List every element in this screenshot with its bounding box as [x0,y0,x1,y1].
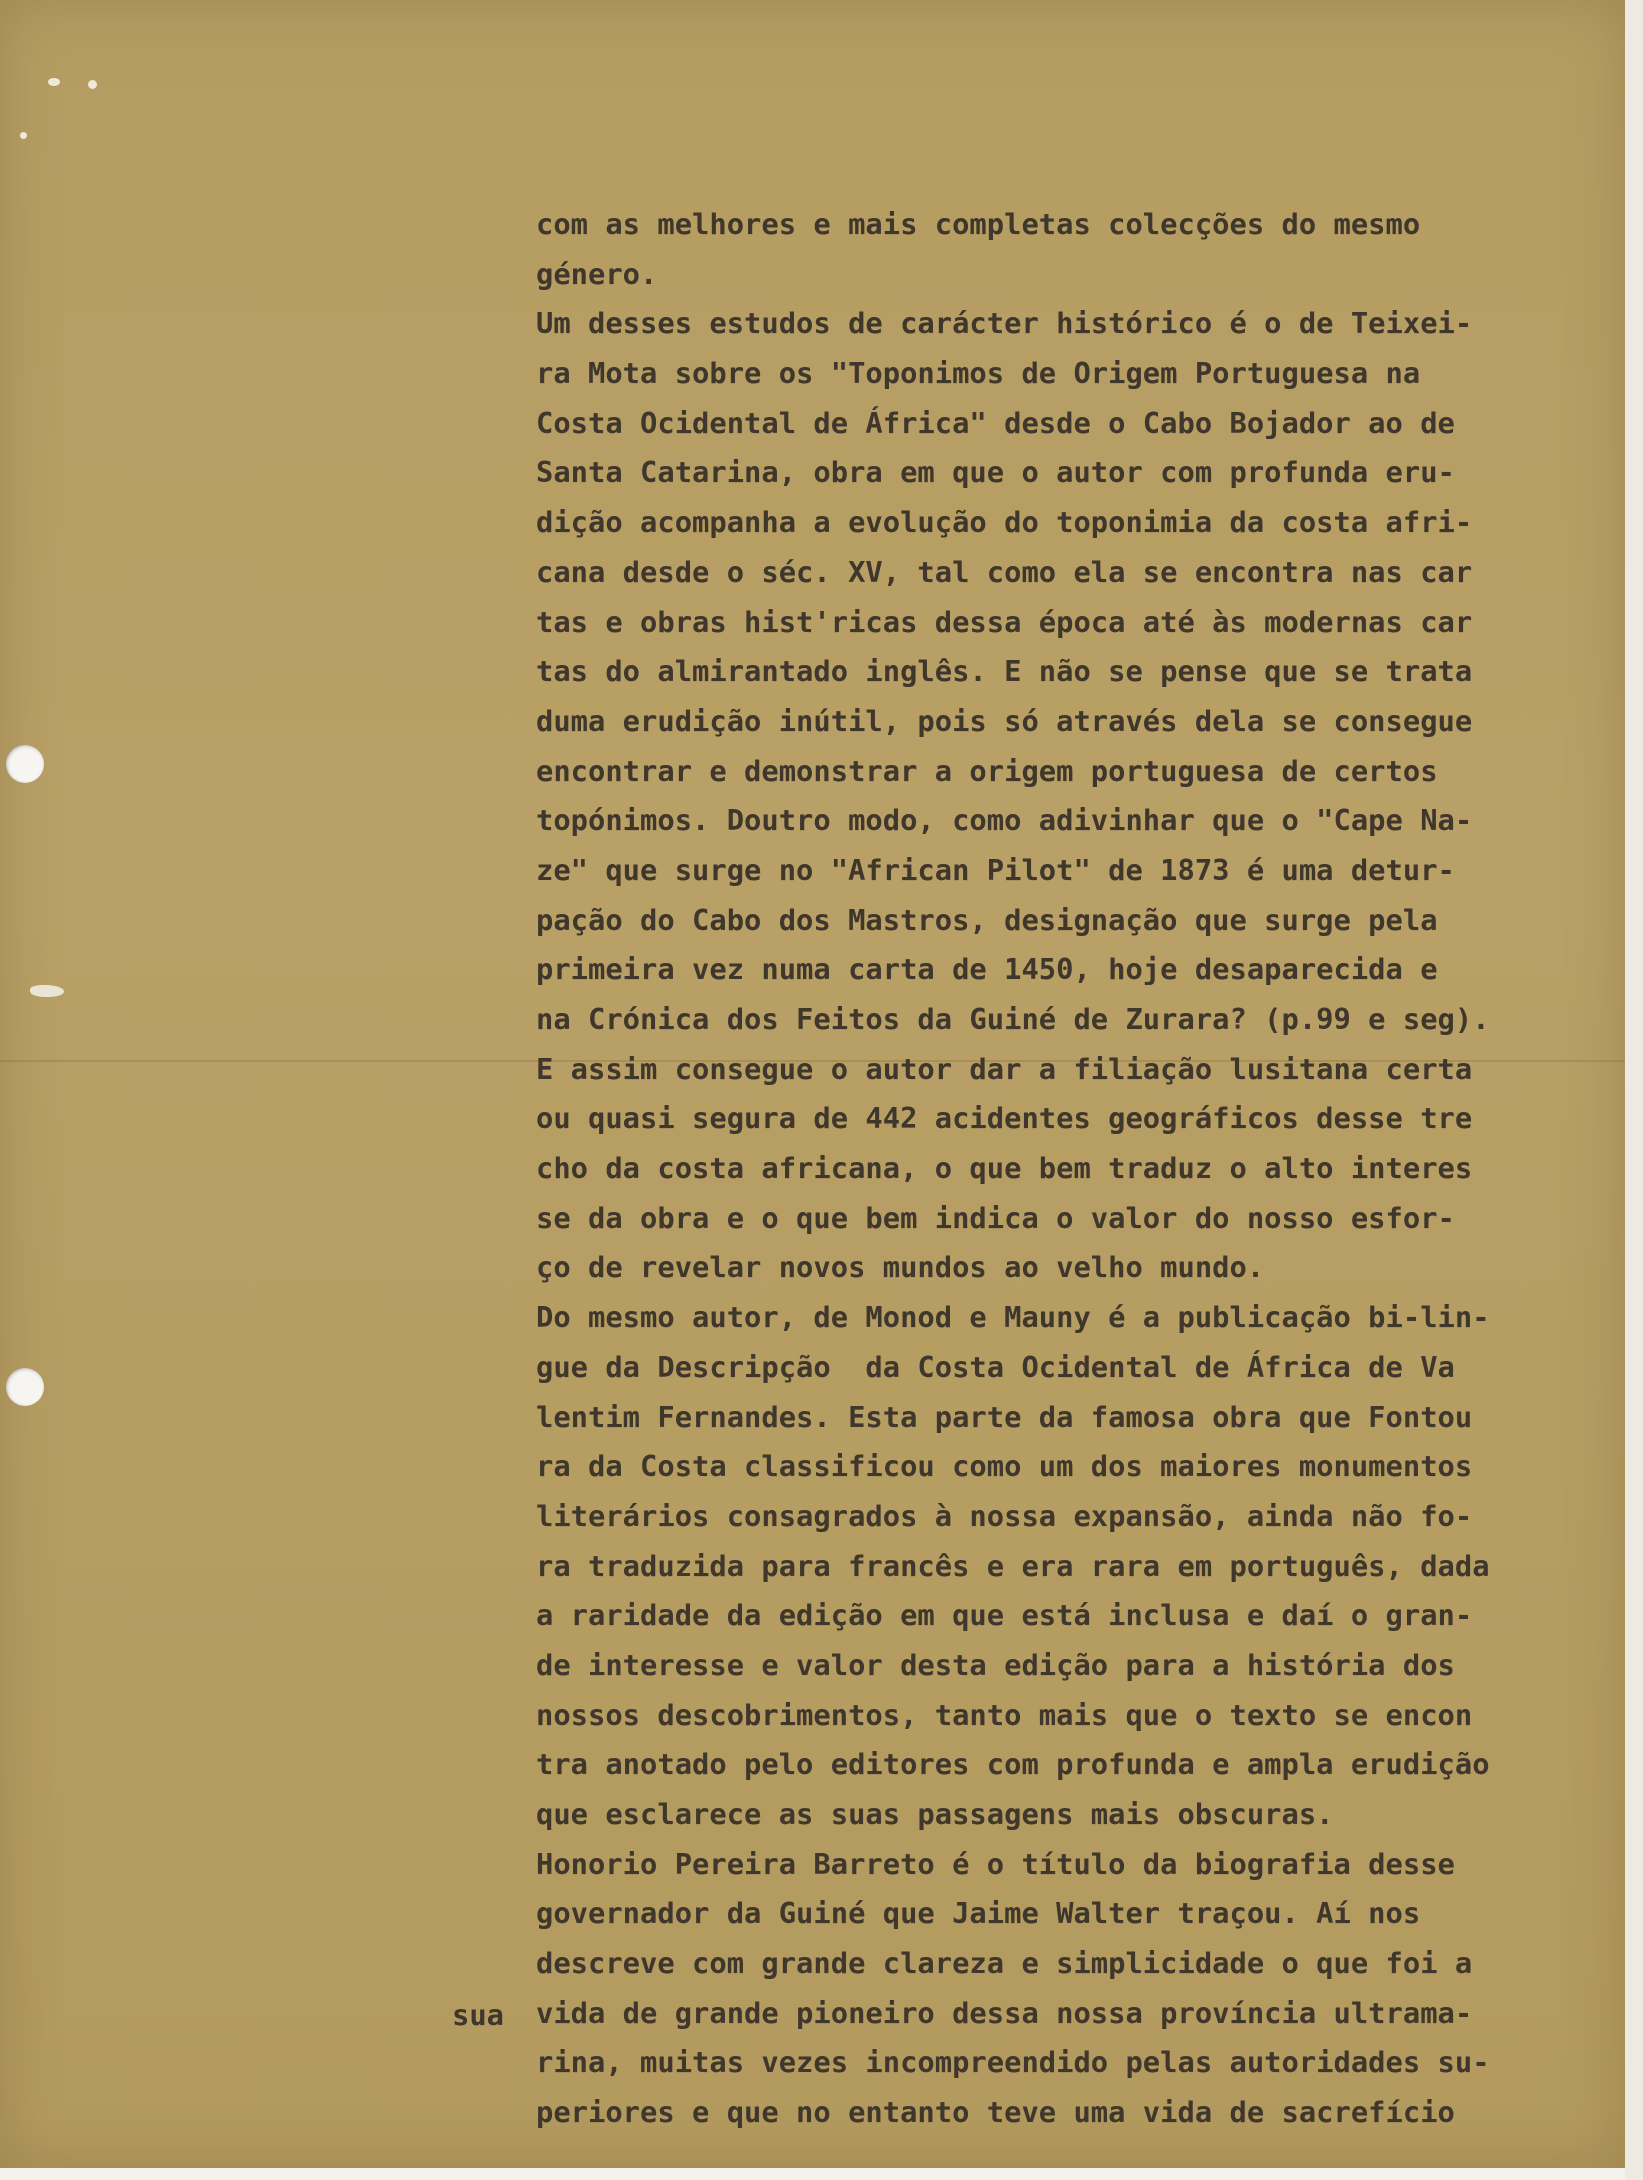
punch-hole-top [6,745,44,783]
text-line: se da obra e o que bem indica o valor do nosso esfor- [536,1200,1455,1235]
text-line: que esclarece as suas passagens mais obscuras. [536,1797,1334,1831]
text-line: na Crónica dos Feitos da Guiné de Zurara? (p.99 e seg). [536,1002,1490,1036]
margin-note: sua [452,1998,505,2032]
text-line: género. [536,256,658,291]
text-line: ou quasi segura de 442 acidentes geográficos desse tre [536,1101,1473,1136]
text-line: descreve com grande clareza e simplicidade o que foi a [536,1946,1473,1981]
text-line: tas do almirantado inglês. E não se pense que se trata [536,654,1473,689]
text-line: ra Mota sobre os "Toponimos de Origem Portuguesa na [536,356,1421,391]
text-line: Honorio Pereira Barreto é o título da biografia desse [536,1846,1455,1881]
text-line: com as melhores e mais completas colecções do mesmo [536,207,1421,241]
text-line: ze" que surge no "African Pilot" de 1873 é uma detur- [536,852,1455,887]
text-line: ra traduzida para francês e era rara em português, dada [536,1548,1490,1583]
text-line: pação do Cabo dos Mastros, designação que surge pela [536,902,1438,937]
paper-speck [20,132,27,139]
text-line: vida de grande pioneiro dessa nossa província ultrama- [536,1995,1473,2030]
paper-tear [30,985,64,997]
text-line: a raridade da edição em que está inclusa e daí o gran- [536,1598,1473,1633]
text-line: encontrar e demonstrar a origem portuguesa de certos [536,753,1438,788]
text-line: lentim Fernandes. Esta parte da famosa obra que Fontou [536,1399,1473,1434]
text-line: de interesse e valor desta edição para a história dos [536,1647,1455,1682]
text-line: dição acompanha a evolução do toponimia da costa afri- [536,505,1473,540]
text-line: cho da costa africana, o que bem traduz o alto interes [536,1151,1473,1186]
text-line: gue da Descripção da Costa Ocidental de África de Va [536,1349,1455,1384]
punch-hole-bottom [6,1368,44,1406]
text-line: Do mesmo autor, de Monod e Mauny é a publicação bi-lin- [536,1300,1490,1335]
text-line: topónimos. Doutro modo, como adivinhar que o "Cape Na- [536,803,1473,838]
text-line: periores e que no entanto teve uma vida de sacrefício [536,2095,1455,2130]
text-line: rina, muitas vezes incompreendido pelas autoridades su- [536,2045,1490,2080]
paper-speck [88,80,97,89]
text-line: E assim consegue o autor dar a filiação lusitana certa [536,1051,1473,1086]
text-line: Um desses estudos de carácter histórico é o de Teixei- [536,306,1473,341]
paper-speck [48,78,60,86]
text-line: ço de revelar novos mundos ao velho mundo. [536,1250,1265,1285]
text-line: primeira vez numa carta de 1450, hoje desaparecida e [536,952,1438,987]
text-line: Costa Ocidental de África" desde o Cabo Bojador ao de [536,405,1455,440]
text-line: literários consagrados à nossa expansão, ainda não fo- [536,1498,1473,1533]
text-line: tas e obras hist'ricas dessa época até às modernas car [536,604,1473,639]
scan-border [1625,0,1643,2180]
text-line: ra da Costa classificou como um dos maiores monumentos [536,1449,1473,1484]
text-line: governador da Guiné que Jaime Walter traçou. Aí nos [536,1896,1421,1931]
text-line: nossos descobrimentos, tanto mais que o texto se encon [536,1697,1473,1732]
text-line: Santa Catarina, obra em que o autor com profunda eru- [536,455,1455,490]
typewritten-text [536,200,1626,2138]
text-line: cana desde o séc. XV, tal como ela se encontra nas car [536,554,1473,589]
text-line: tra anotado pelo editores com profunda e ampla erudição [536,1747,1490,1782]
text-line: duma erudição inútil, pois só através dela se consegue [536,703,1473,738]
